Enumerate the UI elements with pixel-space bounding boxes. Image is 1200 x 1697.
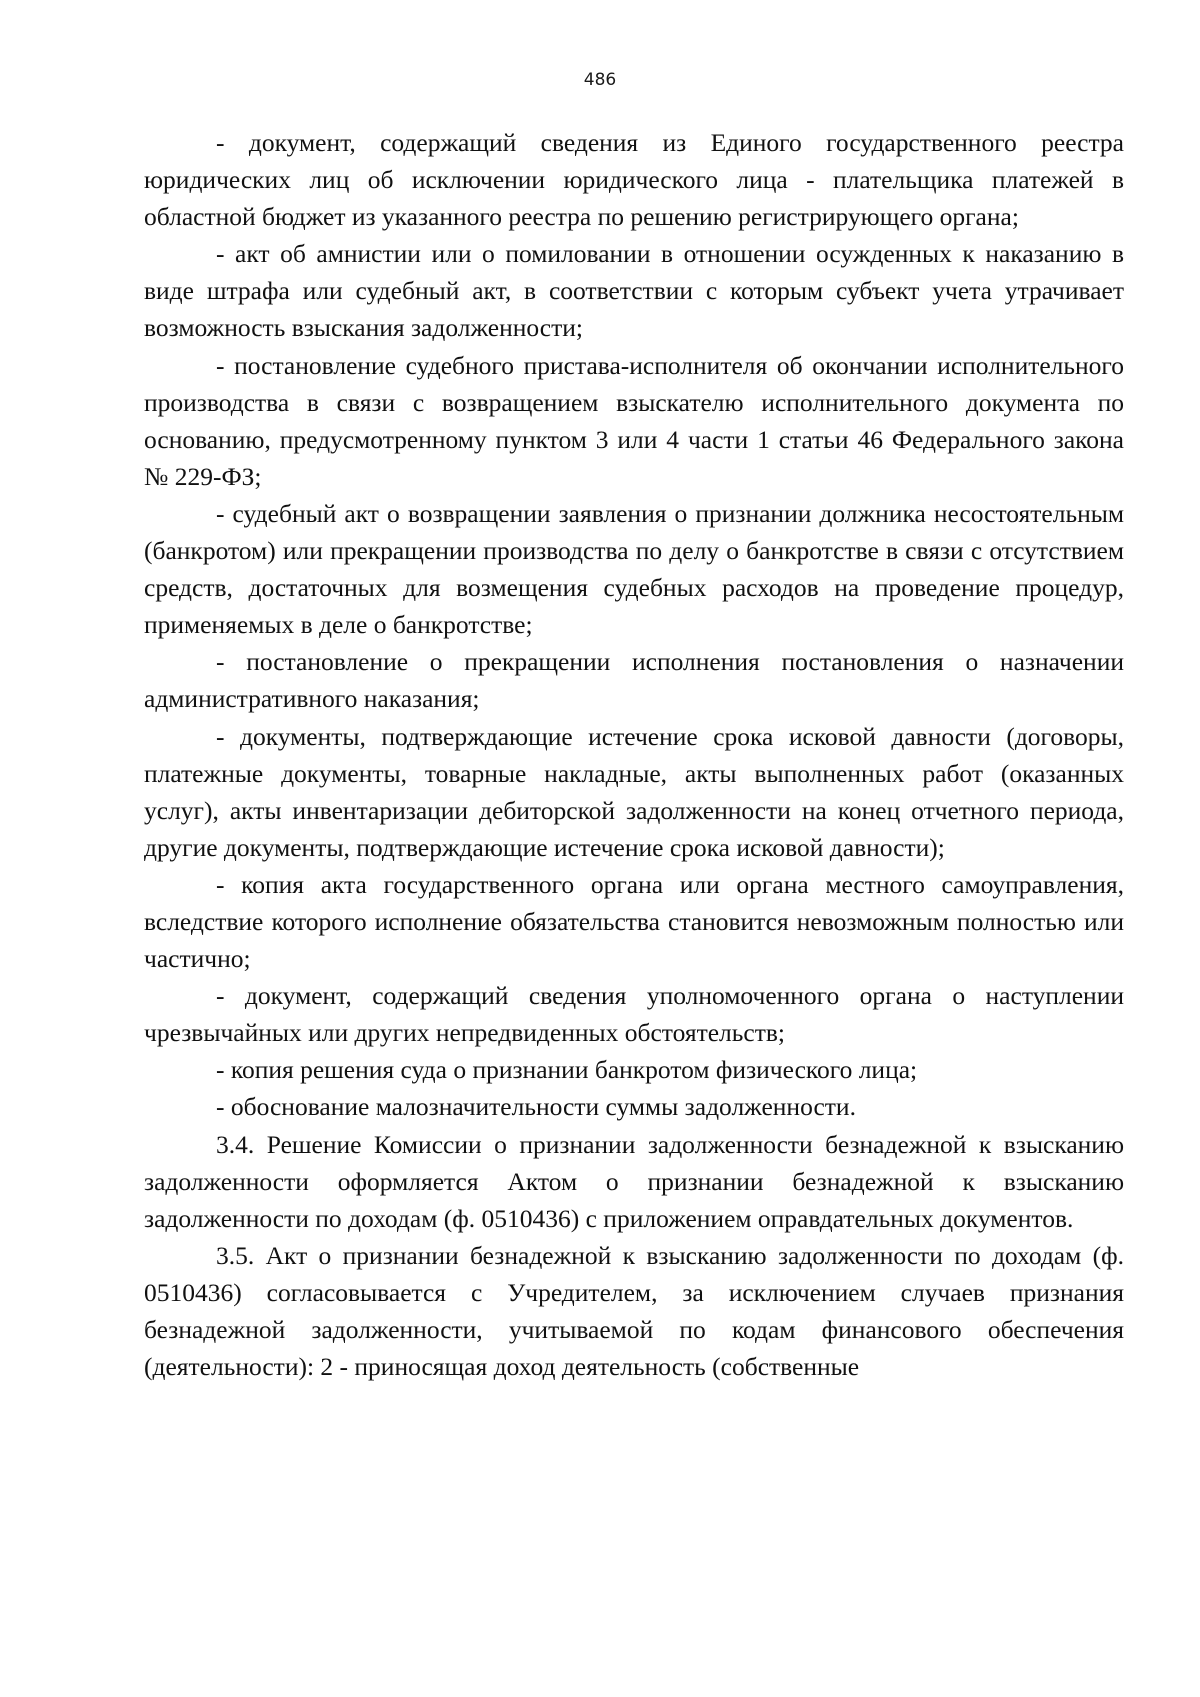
paragraph-insignificance-justification: - обоснование малозначительности суммы задолженности.	[216, 1092, 856, 1122]
paragraph-bailiff-resolution: - постановление судебного пристава-исполнителя об окончании исполнительного производства в связи с возвращением взыскателю исполнительного документа по основанию, предусмотренному пунктом 3 или 4 части 1 статьи 46 Федерального закона № 229-ФЗ;	[144, 350, 1124, 491]
paragraph-court-decision-copy: - копия решения суда о признании банкротом физического лица;	[216, 1055, 918, 1085]
paragraph-section-3-4: 3.4. Решение Комиссии о признании задолженности безнадежной к взысканию задолженности оформляется Актом о признании безнадежной к взысканию задолженности по доходам (ф. 0510436) с приложением оправдательных документов.	[144, 1129, 1124, 1233]
paragraph-emergency-document: - документ, содержащий сведения уполномоченного органа о наступлении чрезвычайных или других непредвиденных обстоятельств;	[144, 981, 1124, 1048]
paragraph-egrul-document: - документ, содержащий сведения из Единого государственного реестра юридических лиц об исключении юридического лица - плательщика платежей в областной бюджет из указанного реестра по решению регистрирующего органа;	[144, 128, 1124, 232]
paragraph-section-3-5: 3.5. Акт о признании безнадежной к взысканию задолженности по доходам (ф. 0510436) согласовывается с Учредителем, за исключением случаев признания безнадежной задолженности, учитываемой по кодам финансового обеспечения (деятельности): 2 - приносящая доход деятельность (собственные	[144, 1240, 1124, 1382]
paragraph-bankruptcy-court-act: - судебный акт о возвращении заявления о признании должника несостоятельным (банкротом) или прекращении производства по делу о банкротстве в связи с отсутствием средств, достаточных для возмещения судебных расходов на проведение процедур, применяемых в деле о банкротстве;	[144, 498, 1124, 640]
paragraph-government-act-copy: - копия акта государственного органа или органа местного самоуправления, вследствие которого исполнение обязательства становится невозможным полностью или частично;	[144, 869, 1124, 974]
page-number: 486	[583, 70, 617, 90]
paragraph-termination-resolution: - постановление о прекращении исполнения постановления о назначении административного наказания;	[144, 647, 1124, 714]
paragraph-limitation-documents: - документы, подтверждающие истечение срока исковой давности (договоры, платежные документы, товарные накладные, акты выполненных работ (оказанных услуг), акты инвентаризации дебиторской задолженности на конец отчетного периода, другие документы, подтверждающие истечение срока исковой давности);	[144, 721, 1124, 862]
paragraph-amnesty-act: - акт об амнистии или о помиловании в отношении осужденных к наказанию в виде штрафа или судебный акт, в соответствии с которым субъект учета утрачивает возможность взыскания задолженности;	[144, 239, 1124, 343]
document-body	[144, 124, 1124, 1385]
